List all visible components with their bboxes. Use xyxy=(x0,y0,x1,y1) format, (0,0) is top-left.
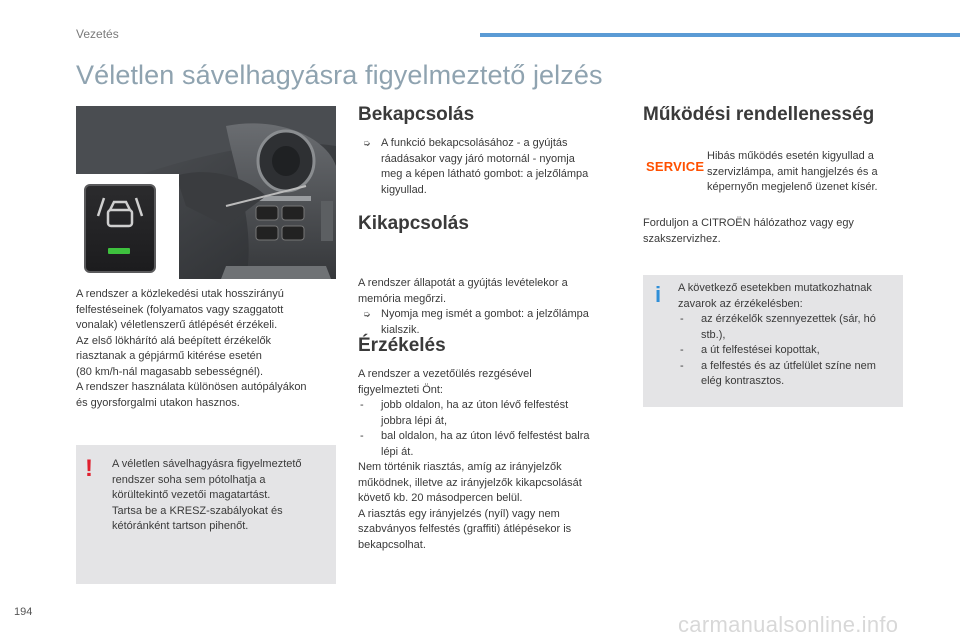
kikapcsolas-line: Nyomja meg ismét a gombot: a jelzőlámpa xyxy=(381,308,589,320)
watermark: carmanualsonline.info xyxy=(678,612,899,637)
info-item xyxy=(678,312,900,343)
warning-line: kétóránként tartson pihenőt. xyxy=(112,520,249,532)
bekapcsolas-bullet xyxy=(358,136,643,198)
service-warning-icon: SERVICE xyxy=(646,155,698,179)
warning-line: rendszer soha sem pótolhatja a xyxy=(112,473,266,486)
erzekeles-intro-line: figyelmezteti Önt: xyxy=(358,383,443,396)
erzekeles-after-line: A riasztás egy irányjelzés (nyíl) vagy nem xyxy=(358,507,560,520)
intro-line: riasztanak a gépjármű kitérése esetén xyxy=(76,350,262,362)
intro-line: (80 km/h-nál magasabb sebességnél). xyxy=(76,365,264,378)
bullet-arrow-icon: ➭ xyxy=(363,138,371,148)
contact-text xyxy=(643,216,905,247)
heading-bekapcsolas: Bekapcsolás xyxy=(358,104,475,125)
contact-line: Forduljon a CITROËN hálózathoz vagy egy xyxy=(643,217,854,229)
erzekeles-item xyxy=(358,429,623,460)
warning-line: A véletlen sávelhagyásra figyelmeztető xyxy=(112,458,302,470)
intro-paragraph xyxy=(76,287,338,411)
bekapcsolas-line: A funkció bekapcsolásához - a gyújtás xyxy=(381,137,568,149)
erzekeles-after-line: bekapcsolhat. xyxy=(358,538,426,551)
erzekeles-item-line: jobb oldalon, ha az úton lévő felfestést xyxy=(381,399,569,411)
erzekeles-after-line: szabványos felfestés (graffiti) átlépésekor is xyxy=(358,523,572,535)
heading-mukodesi-rendellenesseg: Működési rendellenesség xyxy=(643,104,875,125)
info-icon: i xyxy=(655,282,662,307)
kikapcsolas-note-line: memória megőrzi. xyxy=(358,292,447,305)
info-item-line: az érzékelők szennyezettek (sár, hó xyxy=(701,313,876,325)
erzekeles-item-line: bal oldalon, ha az úton lévő felfestést balra xyxy=(381,430,590,442)
info-intro-line: zavarok az érzékelésben: xyxy=(678,297,803,310)
dash-mark: - xyxy=(680,344,684,356)
service-line: szervizlámpa, amit hangjelzés és a xyxy=(707,165,878,178)
dash-mark: - xyxy=(360,399,364,411)
header-accent-bar xyxy=(480,33,960,37)
intro-line: Az első lökhárító alá beépített érzékelők xyxy=(76,334,272,347)
info-item-line: a út felfestései kopottak, xyxy=(701,344,820,356)
erzekeles-body xyxy=(358,367,623,553)
erzekeles-item-line: jobbra lépi át, xyxy=(381,414,448,427)
warning-line: körültekintő vezetői magatartást. xyxy=(112,489,271,501)
erzekeles-item-line: lépi át. xyxy=(381,445,414,458)
intro-line: A rendszer használata különösen autópályákon xyxy=(76,381,307,393)
dash-mark: - xyxy=(680,359,684,372)
lane-departure-button xyxy=(84,184,156,273)
bekapcsolas-line: kigyullad. xyxy=(381,183,427,196)
info-item-line: elég kontrasztos. xyxy=(701,375,785,387)
info-item-line: a felfestés és az útfelület színe nem xyxy=(701,359,876,372)
info-intro-line: A következő esetekben mutatkozhatnak xyxy=(678,282,872,294)
warning-box xyxy=(76,445,336,584)
dash-mark: - xyxy=(680,313,684,325)
intro-line: vonalak) véletlenszerű átlépését érzékeli. xyxy=(76,319,278,331)
erzekeles-item xyxy=(358,398,623,429)
heading-kikapcsolas: Kikapcsolás xyxy=(358,213,469,234)
dash-mark: - xyxy=(360,430,364,442)
kikapcsolas-note-line: A rendszer állapotát a gyújtás levételekor a xyxy=(358,277,568,289)
erzekeles-intro-line: A rendszer a vezetőülés rezgésével xyxy=(358,368,532,380)
bullet-arrow-icon: ➭ xyxy=(363,309,371,319)
intro-line: és gyorsforgalmi utakon hasznos. xyxy=(76,396,240,409)
warning-text xyxy=(112,457,332,535)
info-box xyxy=(643,275,903,407)
service-text xyxy=(707,149,907,196)
kikapcsolas-line: kialszik. xyxy=(381,323,420,336)
warning-line: Tartsa be a KRESZ-szabályokat és xyxy=(112,504,283,517)
erzekeles-after-line: követő kb. 20 másodpercen belül. xyxy=(358,492,523,504)
info-item-line: stb.), xyxy=(701,328,726,341)
section-label: Vezetés xyxy=(76,27,119,41)
service-line: Hibás működés esetén kigyullad a xyxy=(707,150,874,162)
erzekeles-after-line: működnek, illetve az irányjelzők kikapcsolását xyxy=(358,476,582,489)
page-title: Véletlen sávelhagyásra figyelmeztető jelzés xyxy=(76,60,603,90)
intro-line: felfestéseinek (folyamatos vagy szaggatott xyxy=(76,303,284,316)
info-item xyxy=(678,343,900,359)
info-item xyxy=(678,359,900,390)
service-line: képernyőn megjelenő üzenet kísér. xyxy=(707,181,878,193)
bekapcsolas-line: ráadásakor vagy járó motornál - nyomja xyxy=(381,152,575,165)
bekapcsolas-line: meg a képen látható gombot: a jelzőlámpa xyxy=(381,168,589,180)
erzekeles-after-line: Nem történik riasztás, amíg az irányjelzők xyxy=(358,461,562,473)
intro-line: A rendszer a közlekedési utak hosszirányú xyxy=(76,288,284,300)
info-text xyxy=(678,281,900,390)
kikapcsolas-bullet xyxy=(358,307,643,338)
contact-line: szakszervizhez. xyxy=(643,232,721,245)
page-number: 194 xyxy=(14,606,33,618)
lane-departure-icon xyxy=(86,186,154,271)
kikapcsolas-note xyxy=(358,276,620,307)
warning-icon: ! xyxy=(85,455,93,482)
heading-erzekeles: Érzékelés xyxy=(358,335,446,356)
